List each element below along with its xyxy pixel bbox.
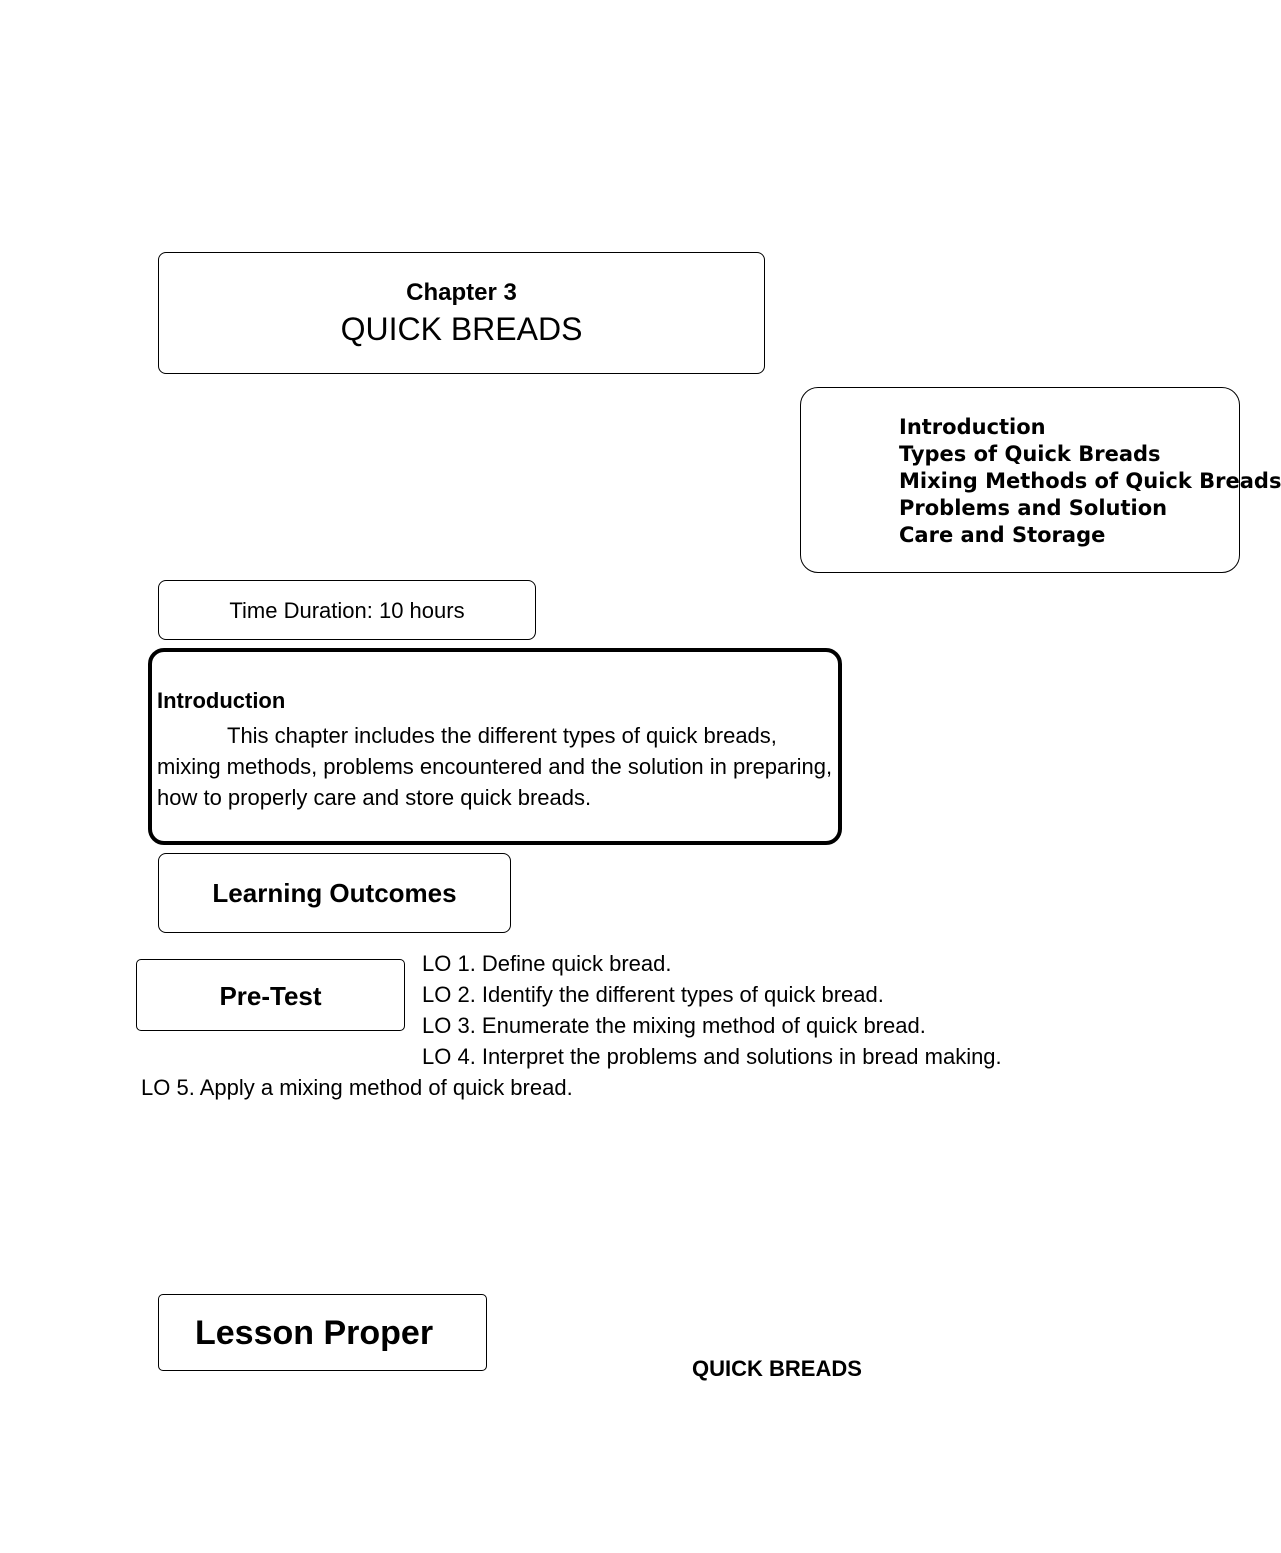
learning-outcome-1: LO 1. Define quick bread. [422, 951, 672, 976]
introduction-body: This chapter includes the different types of quick breads, mixing methods, problems encountered and the solution in preparing, how to properly care and store quick breads. [157, 723, 833, 810]
introduction-box [148, 648, 842, 845]
time-duration-box: Time Duration: 10 hours [158, 580, 536, 640]
chapter-title: QUICK BREADS [340, 311, 583, 347]
toc-item-types: Types of Quick Breads [899, 442, 1161, 466]
section-title: QUICK BREADS [692, 1356, 862, 1381]
toc-item-problems: Problems and Solution [899, 496, 1168, 520]
learning-outcome-4: LO 4. Interpret the problems and solutions in bread making. [422, 1044, 1002, 1069]
toc-list [899, 414, 1281, 549]
lesson-proper-box: Lesson Proper [158, 1294, 487, 1371]
learning-outcome-2: LO 2. Identify the different types of quick bread. [422, 982, 884, 1007]
chapter-title-box [158, 252, 765, 374]
toc-item-care-storage: Care and Storage [899, 523, 1106, 547]
toc-item-mixing-methods: Mixing Methods of Quick Breads [899, 469, 1281, 493]
introduction-heading: Introduction [157, 688, 286, 713]
learning-outcome-5: LO 5. Apply a mixing method of quick bread. [141, 1075, 573, 1100]
pre-test-box: Pre-Test [136, 959, 405, 1031]
table-of-contents-box [800, 387, 1281, 573]
toc-item-introduction: Introduction [899, 415, 1046, 439]
learning-outcome-3: LO 3. Enumerate the mixing method of quick bread. [422, 1013, 926, 1038]
learning-outcomes-heading: Learning Outcomes [158, 853, 511, 933]
chapter-label: Chapter 3 [406, 279, 517, 306]
